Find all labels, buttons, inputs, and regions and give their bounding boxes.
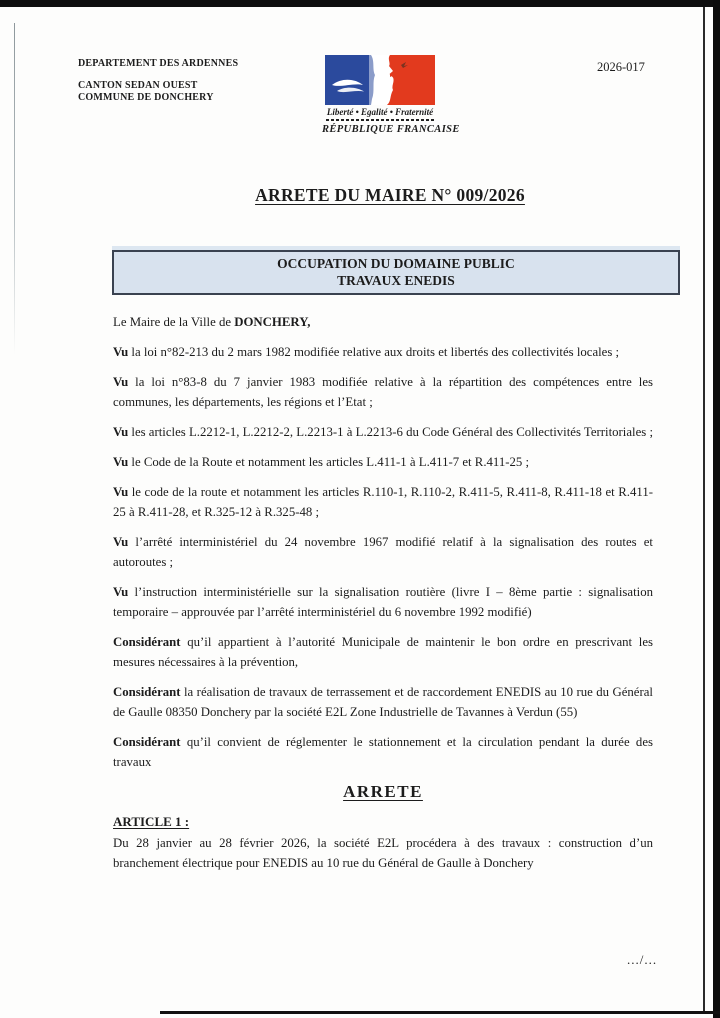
intro-commune-name: DONCHERY, (234, 315, 311, 329)
recital-paragraph (113, 422, 653, 442)
recital-text: l’instruction interministérielle sur la signalisation routière (livre I – 8ème partie : signalisation temporaire – approuvée par l’arrêté interministériel du 6 novembre 1992 modifié) (113, 585, 653, 619)
issuing-authority-block (78, 58, 238, 104)
recital-lead-word: Vu (113, 585, 129, 599)
article-1-text: Du 28 janvier au 28 février 2026, la société E2L procédera à des travaux : construction d’un branchement électrique pour ENEDIS au 10 rue du Général de Gaulle à Donchery (113, 836, 653, 870)
recital-lead-word: Vu (113, 345, 129, 359)
recital-paragraph (113, 632, 653, 672)
recitals (113, 342, 653, 772)
recital-lead-word: Vu (113, 375, 129, 389)
recital-text: qu’il convient de réglementer le stationnement et la circulation pendant la durée des travaux (113, 735, 653, 769)
recital-paragraph (113, 372, 653, 412)
recital-text: la loi n°83-8 du 7 janvier 1983 modifiée relative à la répartition des compétences entre les communes, les départements, les régions et l’Etat ; (113, 375, 653, 409)
intro-line (113, 312, 653, 332)
scan-line-right (703, 7, 705, 1011)
recital-lead-word: Considérant (113, 735, 181, 749)
subject-line-2: TRAVAUX ENEDIS (337, 273, 455, 288)
recital-lead-word: Vu (113, 485, 129, 499)
republique-francaise-logo (322, 55, 460, 135)
scan-line-left (14, 23, 15, 355)
recital-paragraph (113, 532, 653, 572)
scan-edge-top (0, 0, 720, 7)
article-1-heading: ARTICLE 1 : (113, 814, 190, 829)
subject-box (112, 250, 680, 295)
logo-motto: Liberté • Egalité • Fraternité (326, 107, 434, 117)
recital-text: les articles L.2212-1, L.2212-2, L.2213-1 à L.2213-6 du Code Général des Collectivités Territoriales ; (128, 425, 654, 439)
recital-paragraph (113, 682, 653, 722)
scan-edge-bottom (160, 1011, 720, 1014)
scan-edge-right (713, 0, 720, 1018)
subject-line-1: OCCUPATION DU DOMAINE PUBLIC (277, 256, 515, 271)
page-continuation-marker: .../... (627, 952, 658, 967)
logo-republic-label: RÉPUBLIQUE FRANCAISE (322, 124, 460, 135)
decree-title: ARRETE DU MAIRE N° 009/2026 (255, 185, 525, 205)
recital-lead-word: Vu (113, 535, 129, 549)
recital-lead-word: Considérant (113, 635, 181, 649)
department-label: DEPARTEMENT DES ARDENNES (78, 58, 239, 69)
recital-text: le code de la route et notamment les articles R.110-1, R.110-2, R.411-5, R.411-8, R.411-18 et R.411-25 à R.411-28, et R.325-12 à R.325-48 ; (113, 485, 653, 519)
canton-label: CANTON SEDAN OUEST (78, 80, 198, 91)
recital-lead-word: Vu (113, 425, 129, 439)
recital-paragraph (113, 582, 653, 622)
marianne-flag-icon (325, 55, 435, 105)
commune-label: COMMUNE DE DONCHERY (78, 92, 214, 103)
recital-text: le Code de la Route et notamment les articles L.411-1 à L.411-7 et R.411-25 ; (128, 455, 530, 469)
recital-text: la réalisation de travaux de terrassement et de raccordement ENEDIS au 10 rue du Général de Gaulle 08350 Donchery par la société E2L Zone Industrielle de Tavannes à Verdun (55) (113, 685, 653, 719)
recital-text: la loi n°82-213 du 2 mars 1982 modifiée relative aux droits et libertés des collectivités locales ; (128, 345, 620, 359)
recital-paragraph (113, 732, 653, 772)
recital-lead-word: Vu (113, 455, 129, 469)
decree-body (113, 312, 653, 883)
document-reference-number: 2026-017 (597, 60, 645, 74)
recital-paragraph (113, 452, 653, 472)
intro-prefix: Le Maire de la Ville de (113, 315, 235, 329)
recital-paragraph (113, 482, 653, 522)
recital-text: qu’il appartient à l’autorité Municipale de maintenir le bon ordre en prescrivant les mesures nécessaires à la prévention, (113, 635, 653, 669)
logo-divider (326, 119, 434, 121)
arrete-heading: ARRETE (343, 782, 423, 801)
recital-text: l’arrêté interministériel du 24 novembre 1967 modifié relatif à la signalisation des routes et autoroutes ; (113, 535, 653, 569)
recital-lead-word: Considérant (113, 685, 181, 699)
recital-paragraph (113, 342, 653, 362)
